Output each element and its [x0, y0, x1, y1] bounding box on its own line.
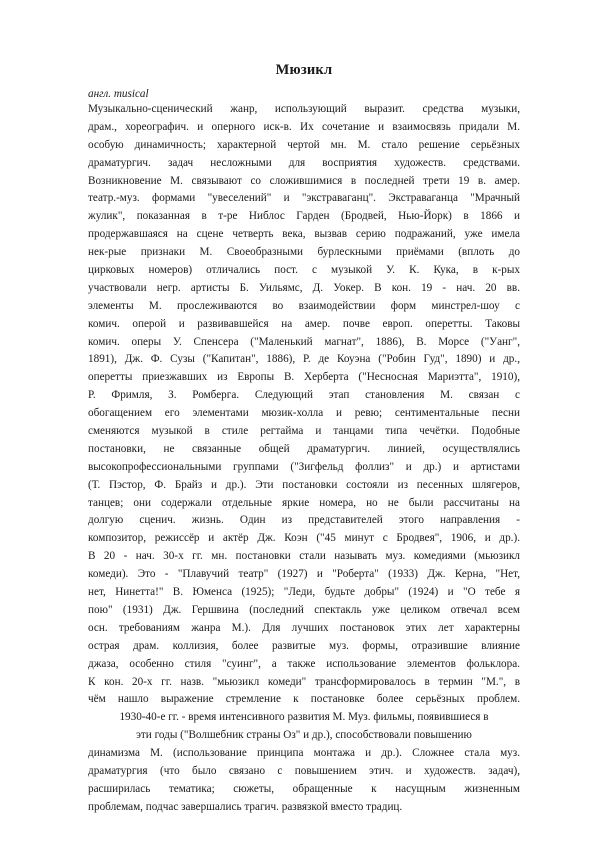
document-title: Мюзикл	[275, 62, 333, 78]
body-line: Р. Фримля, З. Ромберга. Следующий этап становления М. связан с	[88, 389, 520, 402]
body-line: постановки, не связанные общей драматургич. линией, осуществлялись	[88, 442, 520, 455]
body-line: 1891), Дж. Ф. Сузы ("Капитан", 1886), Р. де Коуэна ("Робин Гуд", 1890) и др.,	[88, 353, 520, 366]
body-line: драматургич. задач несложными для восприятия художеств. средствами.	[88, 156, 520, 169]
body-line: джаза, особенно стиля "суинг", а также использование элементов фольклора.	[88, 657, 520, 670]
article-body	[88, 101, 520, 817]
body-line: проблемам, подчас завершались трагич. развязкой вместо традиц.	[88, 800, 403, 813]
body-line: комич. оперой и развивавшейся на амер. почве европ. оперетты. Таковы	[88, 317, 520, 330]
body-line: расширилась тематика; сюжеты, обращенные к насущным жизненным	[88, 782, 520, 795]
body-line: театр.-муз. формами "увеселений" и "экстраваганц". Экстраваганца "Мрачный	[88, 192, 520, 205]
body-line: К кон. 20-х гг. назв. "мьюзикл комеди" трансформировалось в термин "М.", в	[88, 675, 520, 688]
document-subtitle: англ. musical	[88, 88, 149, 100]
body-line: комич. оперы У. Спенсера ("Маленький магнат", 1886), В. Морсе ("Уанг",	[88, 335, 520, 348]
body-line: долгую сценич. жизнь. Один из представителей этого направления -	[88, 514, 520, 527]
body-line: нек-рые признаки М. Своеобразными бурлескными приёмами (вплоть до	[88, 246, 520, 259]
body-line: сменяются музыкой в стиле регтайма и танцами типа чечётки. Подобные	[88, 425, 520, 438]
body-line: оперетты приезжавших из Европы В. Херберта ("Несносная Мариэтта", 1910),	[88, 371, 520, 384]
body-line: танцев; они содержали отдельные яркие номера, но не были рассчитаны на	[88, 496, 520, 509]
body-line: драм., хореографич. и оперного иск-в. Их сочетание и взаимосвязь придали М.	[88, 120, 520, 133]
body-line: продержавшаяся на сцене четверть века, вызвав серию подражаний, уже имела	[88, 228, 520, 241]
body-line: эти годы ("Волшебник страны Оз" и др.), способствовали повышению	[136, 729, 472, 742]
body-line: композитор, режиссёр и актёр Дж. Коэн ("45 минут с Бродвея", 1906, и др.).	[88, 532, 520, 545]
body-line: участвовали негр. артисты Б. Уильямс, Д. Уокер. В кон. 19 - нач. 20 вв.	[88, 281, 520, 294]
body-line: динамизма М. (использование принципа монтажа и др.). Сложнее стала муз.	[88, 747, 520, 760]
body-line: чём нашло выражение стремление к постановке более серьёзных проблем.	[88, 693, 520, 706]
body-line: цирковых номеров) отличались пост. с музыкой У. К. Кука, в к-рых	[88, 264, 520, 277]
body-line: элементы М. прослеживаются во взаимодействии форм минстрел-шоу с	[88, 299, 520, 312]
body-line: высокопрофессиональными группами ("Зигфельд фоллиз" и др.) и артистами	[88, 460, 520, 473]
body-line: Музыкально-сценический жанр, использующий выразит. средства музыки,	[88, 103, 520, 115]
body-line: 1930-40-е гг. - время интенсивного развития М. Муз. фильмы, появившиеся в	[119, 711, 489, 724]
body-line: острая драм. коллизия, более развитые муз. формы, отразившие влияние	[88, 639, 520, 652]
document-page	[88, 62, 520, 817]
body-line: особую динамичность; характерной чертой мн. М. стало решение серьёзных	[88, 138, 520, 151]
body-line: (Т. Пэстор, Ф. Брайз и др.). Эти постановки состояли из песенных шлягеров,	[88, 478, 520, 491]
body-line: Возникновение М. связывают со сложившимися в последней трети 19 в. амер.	[88, 174, 520, 187]
body-line: пою" (1931) Дж. Гершвина (последний спектакль уже целиком отвечал всем	[88, 603, 520, 616]
body-line: нет, Нинетта!" В. Юменса (1925); "Леди, будьте добры" (1924) и "О тебе я	[88, 586, 520, 599]
body-line: комеди). Это - "Плавучий театр" (1927) и "Роберта" (1933) Дж. Керна, "Нет,	[88, 568, 520, 581]
body-line: В 20 - нач. 30-х гг. мн. постановки стали называть муз. комедиями (мьюзикл	[88, 550, 520, 563]
body-line: обогащением его элементами мюзик-холла и ревю; сентиментальные песни	[88, 407, 520, 420]
body-line: осн. требованиям жанра М.). Для лучших постановок этих лет характерны	[88, 621, 520, 634]
body-line: жулик", показанная в т-ре Ниблос Гарден (Бродвей, Нью-Йорк) в 1866 и	[88, 210, 520, 223]
body-line: драматургия (что было связано с повышением этич. и художеств. задач),	[88, 764, 520, 777]
